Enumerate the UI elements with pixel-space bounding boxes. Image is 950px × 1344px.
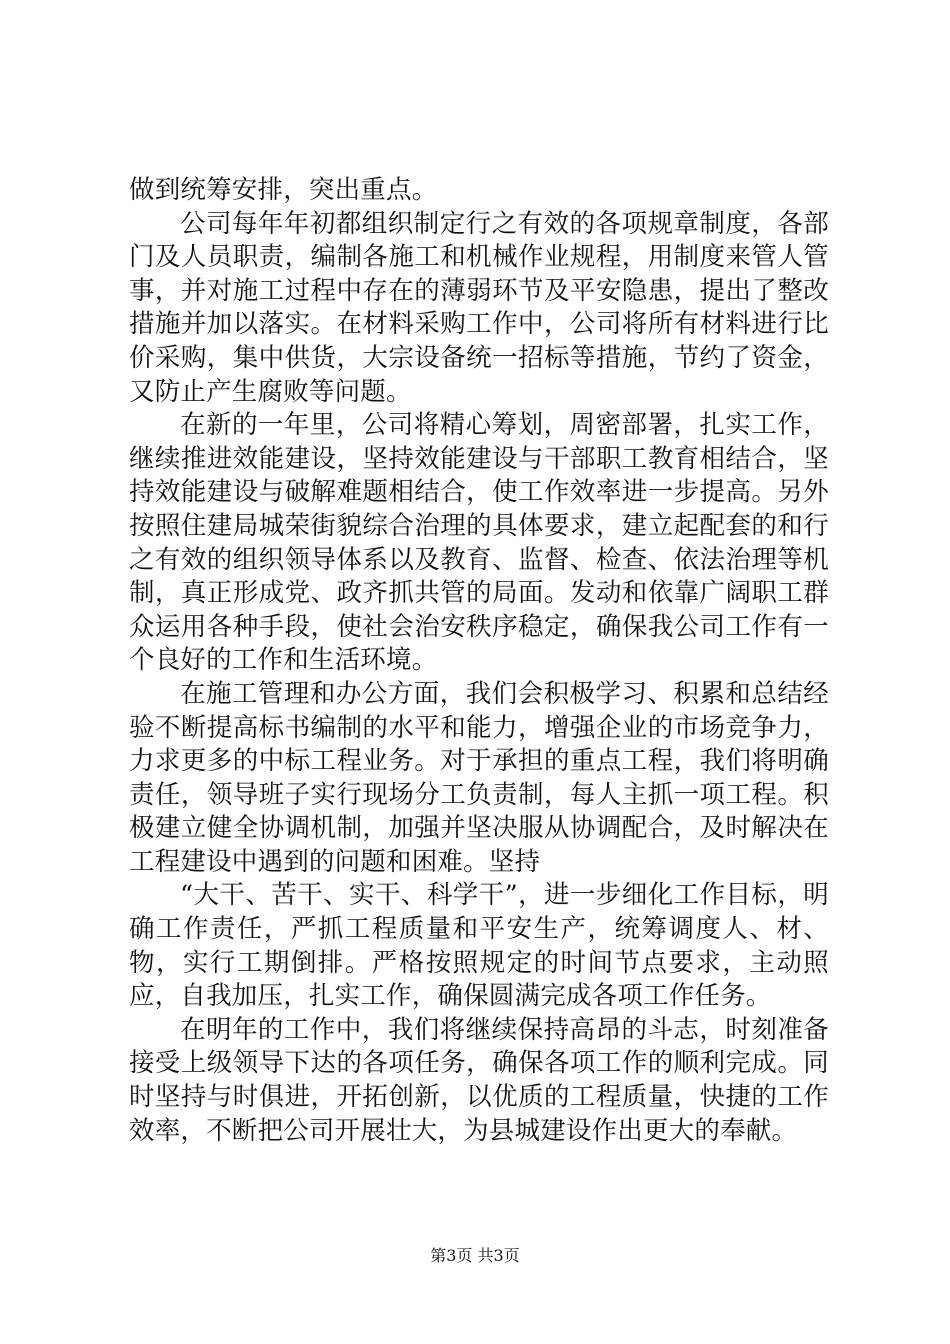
paragraph-2: 公司每年年初都组织制定行之有效的各项规章制度，各部门及人员职责，编制各施工和机械作业规程，用制度来管人管事，并对施工过程中存在的薄弱环节及平安隐患，提出了整改措施并加以落实。在材料采购工作中，公司将所有材料进行比价采购，集中供货，大宗设备统一招标等措施，节约了资金，又防止产生腐败等问题。 bbox=[129, 208, 829, 407]
paragraph-1: 做到统筹安排，突出重点。 bbox=[129, 175, 438, 205]
paragraph-6: 在明年的工作中，我们将继续保持高昂的斗志，时刻准备接受上级领导下达的各项任务，确保各项工作的顺利完成。同时坚持与时俱进，开拓创新，以优质的工程质量，快捷的工作效率，不断把公司开展壮大，为县城建设作出更大的奉献。 bbox=[129, 1014, 829, 1146]
paragraph-5: “大干、苦干、实干、科学干”，进一步细化工作目标，明确工作责任，严抓工程质量和平安生产，统筹调度人、材、物，实行工期倒排。严格按照规定的时间节点要求，主动照应，自我加压，扎实工作，确保圆满完成各项工作任务。 bbox=[129, 880, 829, 1012]
page-footer: 第3页 共3页 bbox=[430, 1246, 520, 1265]
paragraph-3: 在新的一年里，公司将精心筹划，周密部署，扎实工作，继续推进效能建设，坚持效能建设与干部职工教育相结合，坚持效能建设与破解难题相结合，使工作效率进一步提高。另外按照住建局城荣街貌综合治理的具体要求，建立起配套的和行之有效的组织领导体系以及教育、监督、检查、依法治理等机制，真正形成党、政齐抓共管的局面。发动和依靠广阔职工群众运用各种手段，使社会治安秩序稳定，确保我公司工作有一个良好的工作和生活环境。 bbox=[129, 410, 829, 676]
paragraph-4: 在施工管理和办公方面，我们会积极学习、积累和总结经验不断提高标书编制的水平和能力，增强企业的市场竞争力，力求更多的中标工程业务。对于承担的重点工程，我们将明确责任，领导班子实行现场分工负责制，每人主抓一项工程。积极建立健全协调机制，加强并坚决服从协调配合，及时解决在工程建设中遇到的问题和困难。坚持 bbox=[129, 678, 829, 877]
document-body bbox=[129, 174, 829, 1148]
